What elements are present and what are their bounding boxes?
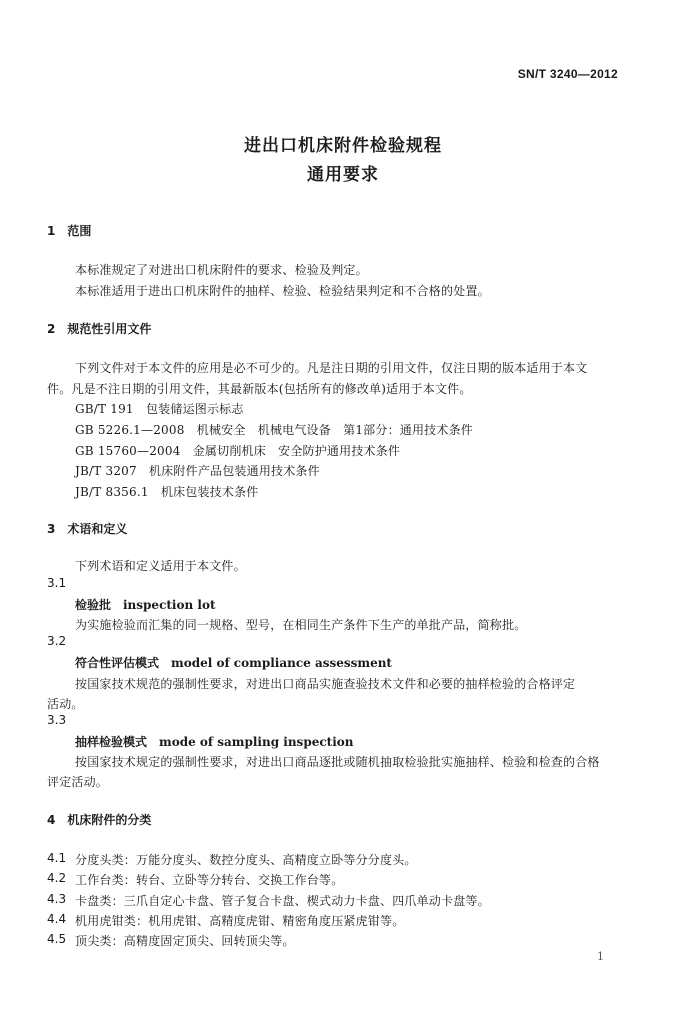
list-item: 分度头类：万能分度头、数控分度头、高精度立卧等分分度头。 (75, 853, 417, 867)
clause-number: 4.5 (47, 932, 67, 946)
term-title: 符合性评估模式 model of compliance assessment (75, 656, 392, 670)
section-1-heading: 1 范围 (47, 224, 92, 238)
list-item: 工作台类：转台、立卧等分转台、交换工作台等。 (75, 873, 344, 887)
paragraph: 件。凡是不注日期的引用文件，其最新版本(包括所有的修改单)适用于本文件。 (47, 382, 472, 396)
list-item: 机用虎钳类：机用虎钳、高精度虎钳、精密角度压紧虎钳等。 (75, 914, 405, 928)
paragraph: 本标准规定了对进出口机床附件的要求、检验及判定。 (75, 263, 368, 277)
section-2-heading: 2 规范性引用文件 (47, 322, 152, 336)
clause-number: 4.1 (47, 851, 67, 865)
standard-number: SN/T 3240—2012 (517, 67, 618, 81)
document-subtitle: 通用要求 (307, 165, 379, 185)
reference-item: GB/T 191 包装储运图示标志 (75, 402, 244, 416)
clause-number: 3.3 (47, 713, 67, 727)
term-definition: 按国家技术规定的强制性要求，对进出口商品逐批或随机抽取检验批实施抽样、检验和检查的合格 (75, 755, 600, 769)
term-definition: 活动。 (47, 697, 84, 711)
paragraph: 本标准适用于进出口机床附件的抽样、检验、检验结果判定和不合格的处置。 (75, 284, 490, 298)
reference-item: JB/T 8356.1 机床包装技术条件 (75, 485, 259, 499)
paragraph: 下列文件对于本文件的应用是必不可少的。凡是注日期的引用文件，仅注日期的版本适用于本文 (75, 361, 588, 375)
clause-number: 3.2 (47, 634, 67, 648)
list-item: 顶尖类：高精度固定顶尖、回转顶尖等。 (75, 934, 295, 948)
paragraph: 下列术语和定义适用于本文件。 (75, 559, 246, 573)
clause-number: 3.1 (47, 576, 67, 590)
reference-item: JB/T 3207 机床附件产品包装通用技术条件 (75, 464, 320, 478)
page-number: 1 (597, 950, 604, 963)
term-definition: 按国家技术规范的强制性要求，对进出口商品实施查验技术文件和必要的抽样检验的合格评定 (75, 677, 576, 691)
section-4-heading: 4 机床附件的分类 (47, 813, 152, 827)
term-definition: 为实施检验而汇集的同一规格、型号，在相同生产条件下生产的单批产品，简称批。 (75, 618, 527, 632)
list-item: 卡盘类：三爪自定心卡盘、管子复合卡盘、楔式动力卡盘、四爪单动卡盘等。 (75, 894, 490, 908)
clause-number: 4.4 (47, 912, 67, 926)
term-title: 抽样检验模式 mode of sampling inspection (75, 735, 354, 749)
reference-item: GB 5226.1—2008 机械安全 机械电气设备 第1部分：通用技术条件 (75, 423, 473, 437)
reference-item: GB 15760—2004 金属切削机床 安全防护通用技术条件 (75, 444, 401, 458)
clause-number: 4.2 (47, 871, 67, 885)
term-title: 检验批 inspection lot (75, 598, 216, 612)
section-3-heading: 3 术语和定义 (47, 522, 128, 536)
document-title: 进出口机床附件检验规程 (244, 136, 442, 156)
term-definition: 评定活动。 (47, 775, 109, 789)
clause-number: 4.3 (47, 892, 67, 906)
